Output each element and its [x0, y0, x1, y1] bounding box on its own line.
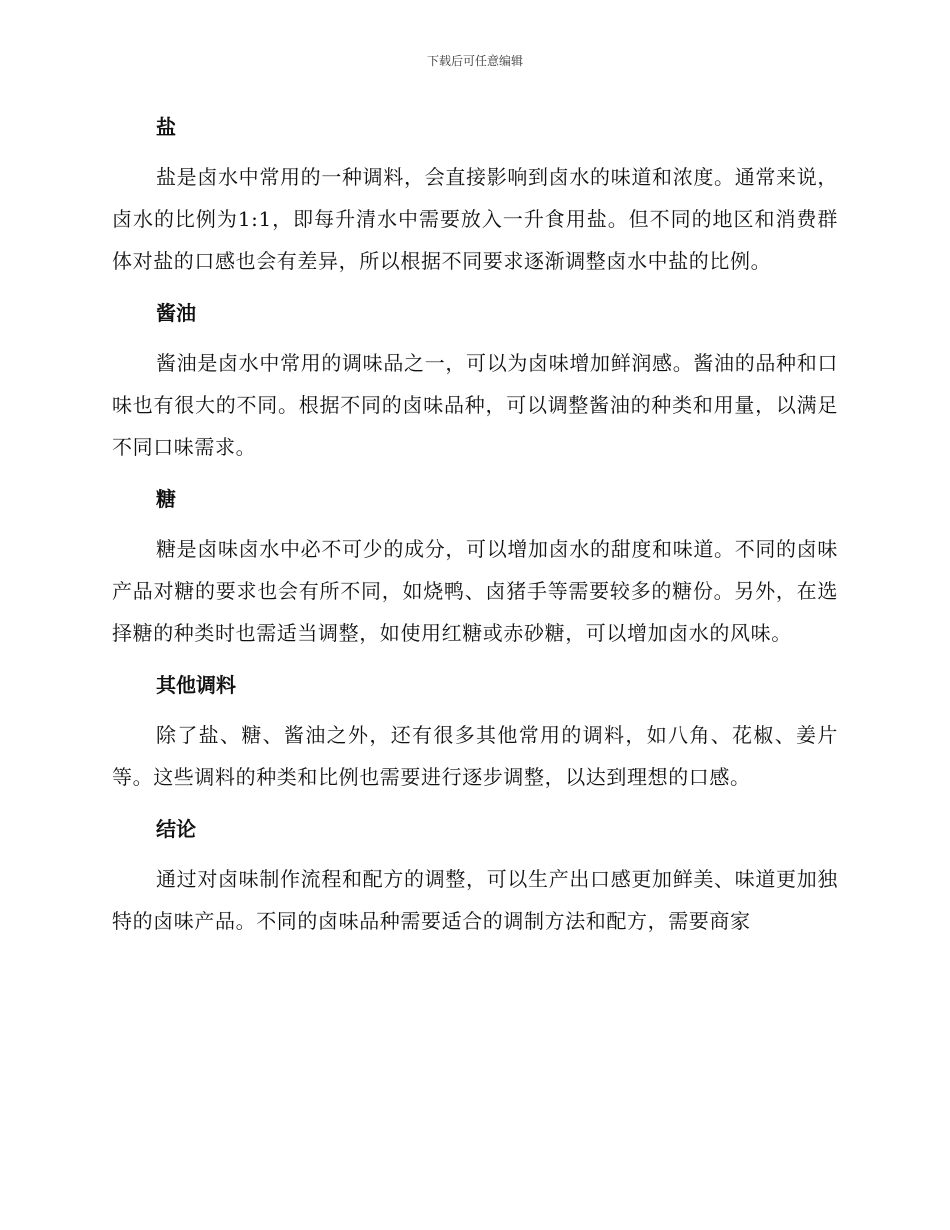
section-title-sugar: 糖	[156, 487, 176, 511]
section-paragraph-sugar: 糖是卤味卤水中必不可少的成分，可以增加卤水的甜度和味道。不同的卤味产品对糖的要求也会有所不同，如烧鸭、卤猪手等需要较多的糖份。另外，在选择糖的种类时也需适当调整，如使用红糖或赤砂糖，可以增加卤水的风味。	[112, 537, 838, 645]
section-paragraph-conclusion: 通过对卤味制作流程和配方的调整，可以生产出口感更加鲜美、味道更加独特的卤味产品。不同的卤味品种需要适合的调制方法和配方，需要商家	[112, 867, 838, 933]
section-title-other-seasonings: 其他调料	[156, 673, 236, 697]
section-paragraph-soy-sauce: 酱油是卤水中常用的调味品之一，可以为卤味增加鲜润感。酱油的品种和口味也有很大的不同。根据不同的卤味品种，可以调整酱油的种类和用量，以满足不同口味需求。	[112, 351, 838, 459]
section-paragraph-salt: 盐是卤水中常用的一种调料，会直接影响到卤水的味道和浓度。通常来说，卤水的比例为1:1，即每升清水中需要放入一升食用盐。但不同的地区和消费群体对盐的口感也会有差异，所以根据不同要求逐渐调整卤水中盐的比例。	[112, 165, 838, 273]
page-header: 下载后可任意编辑	[426, 54, 523, 68]
section-paragraph-other-seasonings: 除了盐、糖、酱油之外，还有很多其他常用的调料，如八角、花椒、姜片等。这些调料的种类和比例也需要进行逐步调整，以达到理想的口感。	[112, 723, 838, 789]
section-title-soy-sauce: 酱油	[156, 301, 196, 325]
section-title-salt: 盐	[156, 115, 176, 139]
document-body	[112, 108, 838, 942]
section-title-conclusion: 结论	[156, 817, 196, 841]
